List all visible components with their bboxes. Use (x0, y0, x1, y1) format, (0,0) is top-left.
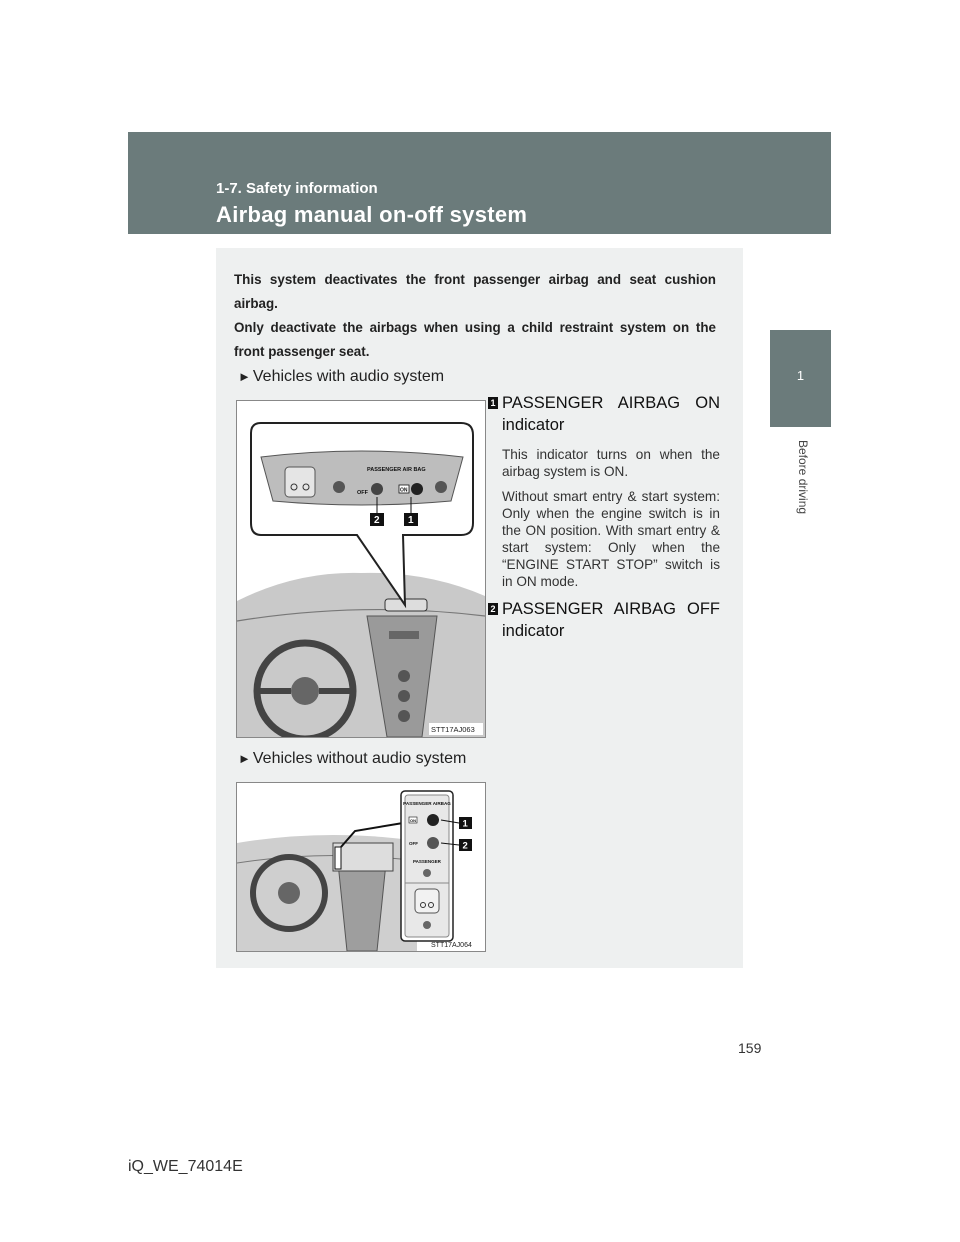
triangle-bullet-icon: ► (238, 369, 251, 384)
item-desc-paragraph: Without smart entry & start system: Only when the engine switch is in the ON position. With smart entry & start system: Only when the “ENGINE START STOP” switch is in ON mode. (502, 489, 720, 589)
variant-heading-text: Vehicles with audio system (252, 368, 445, 385)
panel-label: PASSENGER AIR BAG (367, 467, 426, 473)
page-number: 159 (738, 1040, 762, 1056)
item-title: PASSENGER AIRBAG OFF indicator (502, 600, 720, 640)
item-desc-paragraph: This indicator turns on when the airbag system is ON. (502, 447, 720, 479)
airbag-on-icon (427, 814, 439, 826)
item-title: PASSENGER AIRBAG ON indicator (502, 394, 720, 434)
on-label: ON (400, 487, 408, 494)
list-item (490, 392, 720, 590)
airbag-off-icon (371, 483, 383, 495)
triangle-bullet-icon: ► (238, 751, 251, 766)
intro-paragraph-2: Only deactivate the airbags when using a child restraint system on the front passenger seat. (234, 320, 716, 359)
intro-text (234, 268, 716, 364)
document-code: iQ_WE_74014E (128, 1158, 243, 1175)
variant-heading-audio (238, 368, 444, 386)
figure-code: STT17AJ064 (431, 942, 472, 949)
callout-2: 2 (462, 840, 468, 852)
chapter-name: Before driving (796, 440, 810, 515)
airbag-off-icon (427, 837, 439, 849)
off-label: OFF (409, 841, 418, 846)
seat-belt-icon (423, 869, 431, 877)
indicator-list (490, 392, 720, 642)
lower-label: PASSENGER (413, 859, 441, 864)
item-description (502, 446, 720, 590)
dashboard-illustration (237, 401, 485, 737)
page-title: Airbag manual on-off system (216, 202, 528, 227)
airbag-on-icon (411, 483, 423, 495)
item-number-badge: 2 (488, 603, 498, 615)
figure-code: STT17AJ063 (431, 725, 475, 734)
section-header (128, 132, 831, 234)
off-label: OFF (357, 490, 368, 496)
variant-heading-no-audio (238, 750, 466, 768)
seat-belt-icon (435, 481, 447, 493)
callout-1: 1 (408, 515, 414, 526)
callout-1: 1 (462, 818, 468, 830)
panel-label: PASSENGER AIRBAG (403, 801, 451, 806)
content-panel (216, 248, 743, 968)
chapter-tab[interactable] (770, 330, 831, 427)
on-label: ON (410, 818, 416, 823)
dashboard-illustration (237, 783, 485, 951)
list-item (490, 598, 720, 642)
callout-2: 2 (374, 515, 380, 526)
intro-paragraph-1: This system deactivates the front passenger airbag and seat cushion airbag. (234, 272, 716, 311)
section-label: 1-7. Safety information (216, 180, 378, 197)
figure-without-audio (236, 782, 486, 952)
figure-with-audio (236, 400, 486, 738)
variant-heading-text: Vehicles without audio system (252, 750, 467, 767)
item-number-badge: 1 (488, 397, 498, 409)
chapter-number: 1 (796, 368, 805, 383)
seat-belt-icon (423, 921, 431, 929)
seat-belt-icon (333, 481, 345, 493)
